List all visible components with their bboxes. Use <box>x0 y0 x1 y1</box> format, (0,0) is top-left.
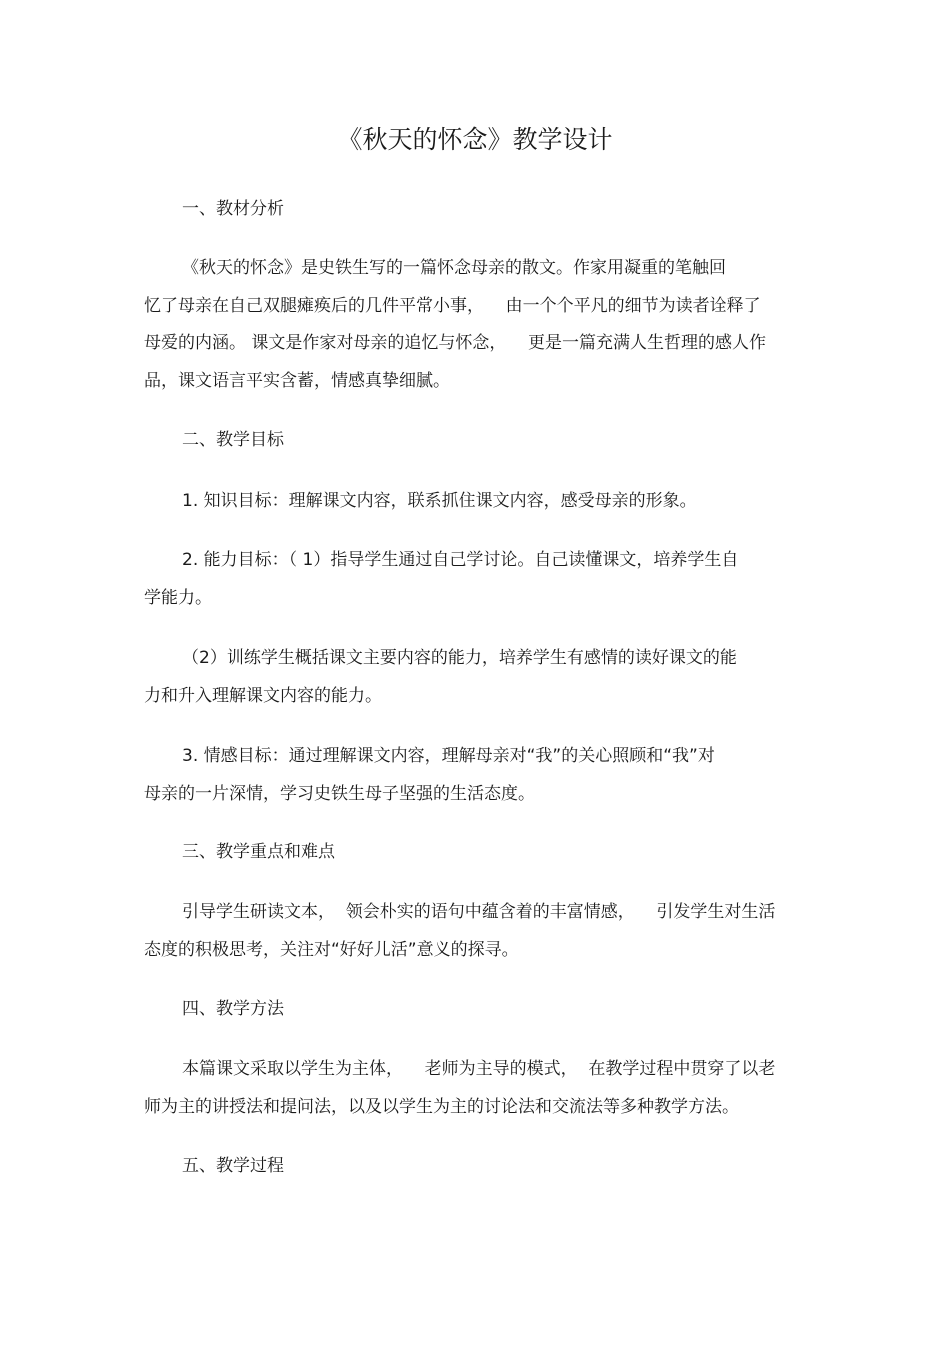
goal-ability-line: 2. 能力目标：（ 1）指导学生通过自己学讨论。自己读懂课文，培养学生自 <box>182 550 739 570</box>
paragraph-line: 本篇课文采取以学生为主体， 老师为主导的模式， 在教学过程中贯穿了以老 <box>182 1059 776 1079</box>
goal-knowledge: 1. 知识目标：理解课文内容，联系抓住课文内容，感受母亲的形象。 <box>182 491 697 511</box>
section-heading-teaching-methods: 四、教学方法 <box>182 999 284 1019</box>
goal-ability-sub-line: （2）训练学生概括课文主要内容的能力，培养学生有感情的读好课文的能 <box>182 648 737 668</box>
section-heading-material-analysis: 一、教材分析 <box>182 199 284 219</box>
goal-emotion-line: 3. 情感目标：通过理解课文内容，理解母亲对“我”的关心照顾和“我”对 <box>182 746 715 766</box>
paragraph-line: 引导学生研读文本， 领会朴实的语句中蕴含着的丰富情感， 引发学生对生活 <box>182 902 776 922</box>
goal-ability-sub-line: 力和升入理解课文内容的能力。 <box>144 686 382 706</box>
document-title: 《秋天的怀念》教学设计 <box>337 125 613 154</box>
paragraph-line: 忆了母亲在自己双腿瘫痪后的几件平常小事， 由一个个平凡的细节为读者诠释了 <box>144 296 761 316</box>
section-heading-teaching-process: 五、教学过程 <box>182 1156 284 1176</box>
paragraph-line: 态度的积极思考，关注对“好好儿活”意义的探寻。 <box>144 940 519 960</box>
goal-ability-line: 学能力。 <box>144 588 212 608</box>
section-heading-key-points: 三、教学重点和难点 <box>182 842 335 862</box>
paragraph-line: 师为主的讲授法和提问法，以及以学生为主的讨论法和交流法等多种教学方法。 <box>144 1097 739 1117</box>
goal-emotion-line: 母亲的一片深情，学习史铁生母子坚强的生活态度。 <box>144 784 535 804</box>
paragraph-line: 品，课文语言平实含蓄，情感真挚细腻。 <box>144 371 450 391</box>
paragraph-line: 母爱的内涵。 课文是作家对母亲的追忆与怀念， 更是一篇充满人生哲理的感人作 <box>144 333 767 353</box>
paragraph-line: 《秋天的怀念》是史铁生写的一篇怀念母亲的散文。作家用凝重的笔触回 <box>182 258 726 278</box>
section-heading-teaching-goals: 二、教学目标 <box>182 430 284 450</box>
